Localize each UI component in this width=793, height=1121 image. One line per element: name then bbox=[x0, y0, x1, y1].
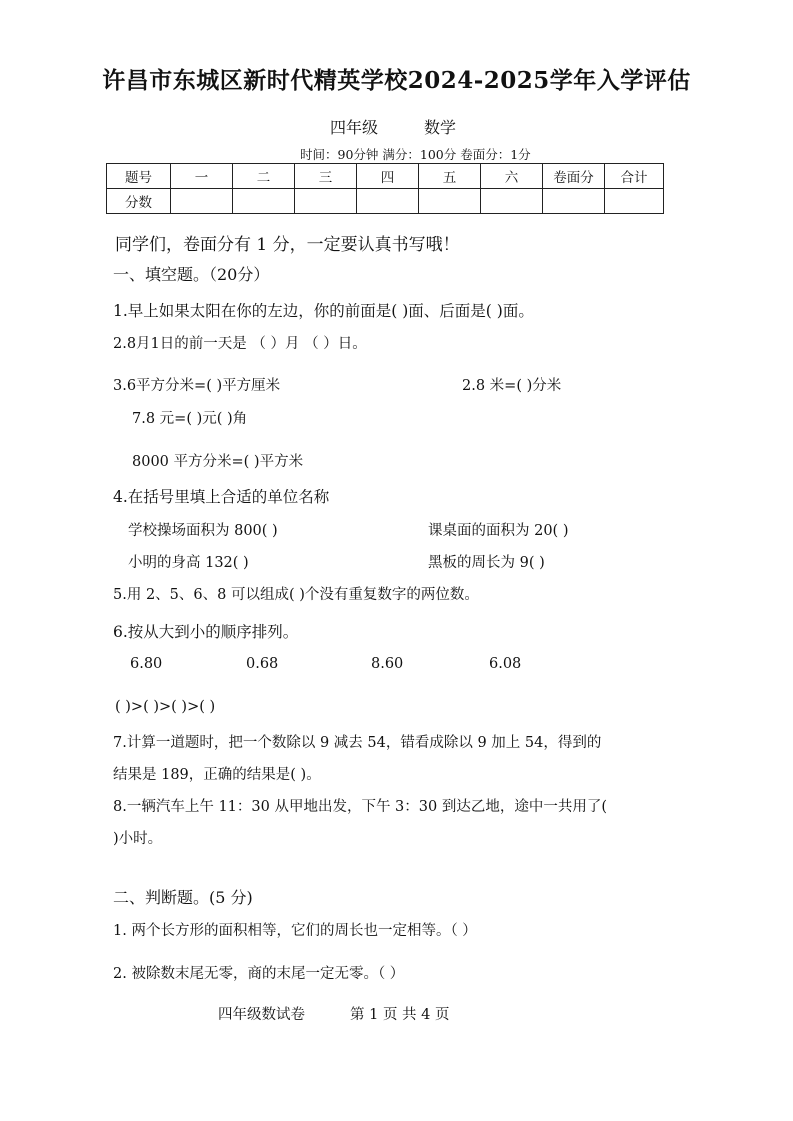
question-1-2: 2.8月1日的前一天是 （ ）月 （ ）日。 bbox=[113, 336, 367, 352]
score-header-cell: 卷面分 bbox=[543, 164, 605, 189]
question-1-6: 6.按从大到小的顺序排列。 bbox=[113, 623, 299, 641]
section2-title: 二、判断题。(5 分) bbox=[113, 888, 253, 907]
score-cell[interactable] bbox=[481, 189, 543, 214]
score-cell[interactable] bbox=[295, 189, 357, 214]
score-table bbox=[106, 163, 664, 214]
score-header-cell: 五 bbox=[419, 164, 481, 189]
q6-number: 8.60 bbox=[371, 656, 404, 672]
question-1-8-line1: 8.一辆汽车上午 11：30 从甲地出发，下午 3：30 到达乙地，途中一共用了( bbox=[113, 799, 608, 815]
score-header-cell: 六 bbox=[481, 164, 543, 189]
score-cell[interactable] bbox=[171, 189, 233, 214]
score-table-header-row bbox=[107, 164, 664, 189]
score-cell[interactable] bbox=[605, 189, 664, 214]
score-table-score-row bbox=[107, 189, 664, 214]
score-header-cell: 四 bbox=[357, 164, 419, 189]
page-number: 第 1 页 共 4 页 bbox=[350, 1007, 450, 1023]
score-header-cell: 合计 bbox=[605, 164, 664, 189]
question-1-1: 1.早上如果太阳在你的左边，你的前面是( )面、后面是( )面。 bbox=[113, 302, 534, 320]
question-1-3c: 7.8 元=( )元( )角 bbox=[132, 411, 248, 427]
question-1-4a: 学校操场面积为 800( ) bbox=[128, 523, 278, 539]
q6-answer-blanks: ( )>( )>( )>( ) bbox=[115, 699, 216, 715]
question-1-4c: 小明的身高 132( ) bbox=[128, 555, 249, 571]
footer-title: 四年级数试卷 bbox=[218, 1007, 305, 1023]
q6-number: 0.68 bbox=[246, 656, 279, 672]
score-cell[interactable] bbox=[543, 189, 605, 214]
question-1-5: 5.用 2、5、6、8 可以组成( )个没有重复数字的两位数。 bbox=[113, 587, 479, 603]
score-header-cell: 二 bbox=[233, 164, 295, 189]
reminder-text: 同学们，卷面分有 1 分，一定要认真书写哦！ bbox=[115, 235, 460, 255]
subject-label: 数学 bbox=[424, 118, 457, 137]
question-1-3d: 8000 平方分米=( )平方米 bbox=[132, 454, 304, 470]
question-2-1: 1. 两个长方形的面积相等，它们的周长也一定相等。（ ） bbox=[113, 923, 477, 939]
question-1-4b: 课桌面的面积为 20( ) bbox=[428, 523, 569, 539]
exam-info: 时间：90分钟 满分：100分 卷面分：1分 bbox=[300, 147, 531, 162]
score-row-label: 分数 bbox=[107, 189, 171, 214]
score-header-cell: 一 bbox=[171, 164, 233, 189]
score-cell[interactable] bbox=[357, 189, 419, 214]
q6-number: 6.80 bbox=[130, 656, 163, 672]
question-1-7-line1: 7.计算一道题时，把一个数除以 9 减去 54，错看成除以 9 加上 54，得到的 bbox=[113, 735, 602, 751]
question-1-3a: 3.6平方分米=( )平方厘米 bbox=[113, 378, 281, 394]
question-1-3b: 2.8 米=( )分米 bbox=[462, 378, 562, 394]
page-title: 许昌市东城区新时代精英学校2024-2025学年入学评估 bbox=[102, 67, 691, 94]
score-cell[interactable] bbox=[233, 189, 295, 214]
grade-label: 四年级 bbox=[330, 118, 379, 137]
score-header-cell: 三 bbox=[295, 164, 357, 189]
question-1-8-line2: )小时。 bbox=[113, 831, 163, 847]
question-1-4: 4.在括号里填上合适的单位名称 bbox=[113, 488, 330, 506]
question-2-2: 2. 被除数末尾无零，商的末尾一定无零。（ ） bbox=[113, 966, 405, 982]
q6-number: 6.08 bbox=[489, 656, 522, 672]
subtitle bbox=[330, 115, 456, 138]
question-1-7-line2: 结果是 189，正确的结果是( )。 bbox=[113, 767, 321, 783]
section1-title: 一、填空题。（20分） bbox=[113, 265, 270, 284]
score-cell[interactable] bbox=[419, 189, 481, 214]
score-header-cell: 题号 bbox=[107, 164, 171, 189]
question-1-4d: 黑板的周长为 9( ) bbox=[428, 555, 545, 571]
